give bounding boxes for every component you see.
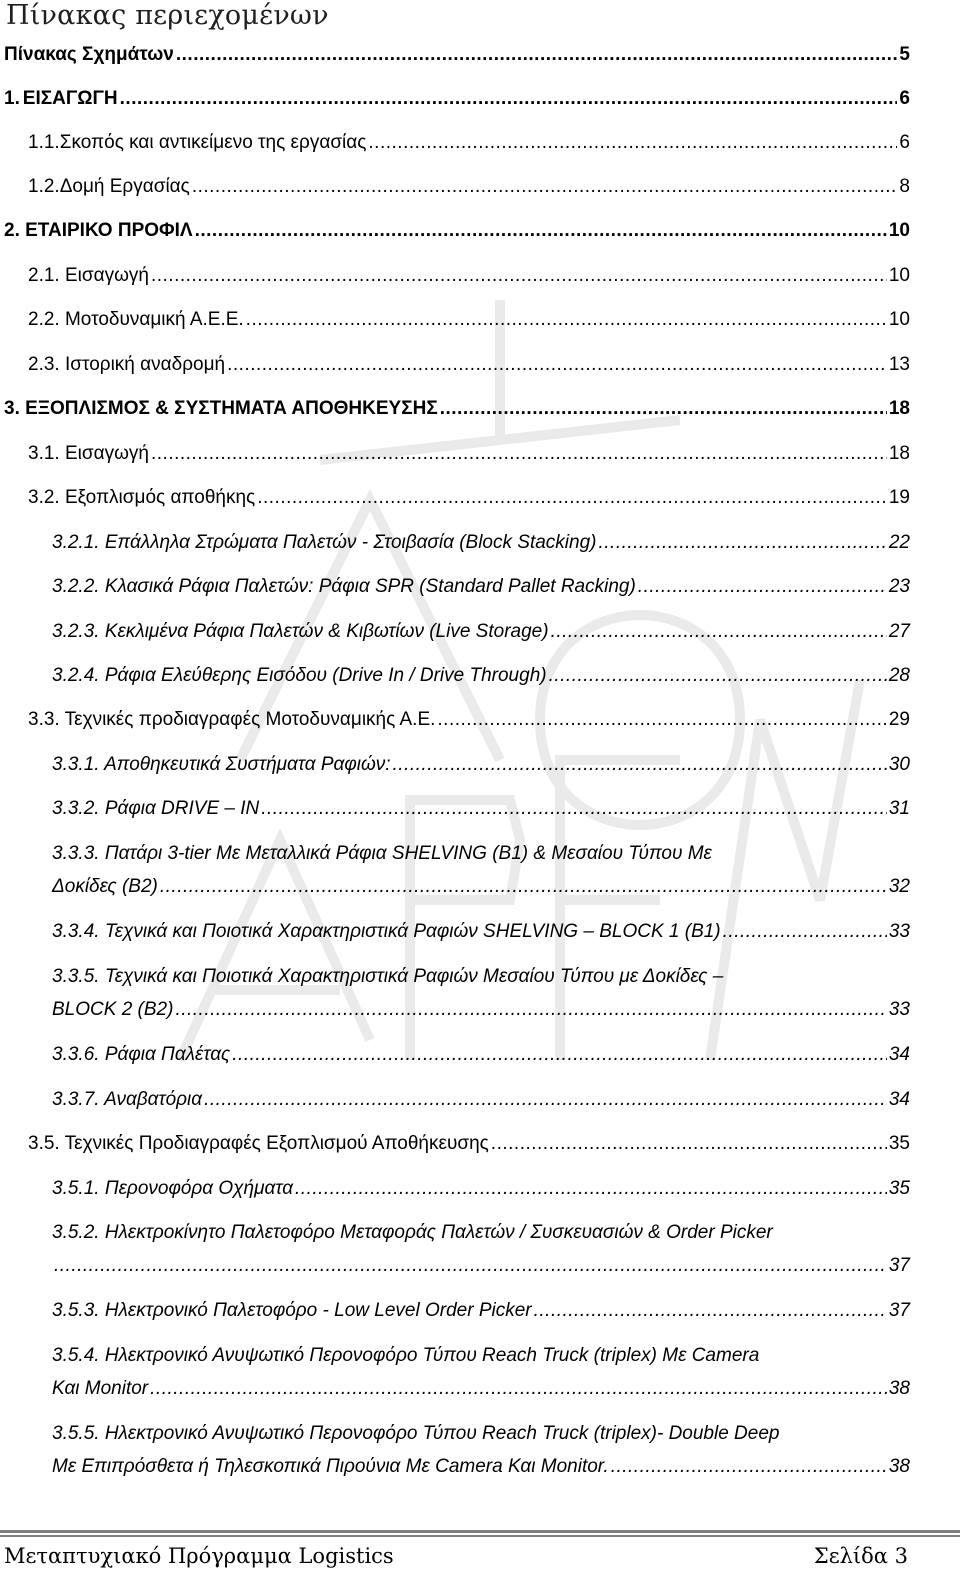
toc-entry-title: 3.1. Εισαγωγή: [28, 443, 149, 464]
toc-entry-page: 38: [888, 1456, 910, 1477]
toc-entry-title: 3.3.7. Αναβατόρια: [52, 1089, 203, 1110]
toc-entry[interactable]: [52, 1417, 910, 1483]
toc-entry-title: BLOCK 2 (B2): [52, 999, 174, 1020]
toc-entry-page: 19: [888, 487, 910, 508]
toc-entry[interactable]: [28, 703, 910, 736]
toc-dot-leader: [368, 126, 897, 159]
toc-dot-leader: [491, 1127, 887, 1160]
toc-entry-page: 13: [888, 354, 910, 375]
toc-entry-title: 2.2. Μοτοδυναμική Α.Ε.Ε.: [28, 309, 244, 330]
footer-divider-thin: [0, 1535, 960, 1537]
toc-entry-page: 27: [888, 621, 910, 642]
toc-entry[interactable]: [52, 748, 910, 781]
toc-entry[interactable]: [52, 1294, 910, 1327]
toc-entry-page: 6: [899, 132, 910, 153]
toc-dot-leader: [151, 259, 887, 292]
toc-entry[interactable]: [4, 38, 910, 71]
toc-entry-title: Δοκίδες (B2): [52, 876, 158, 897]
toc-entry-number: 1.2.: [28, 176, 60, 197]
footer-program-title: Μεταπτυχιακό Πρόγραμμα Logistics: [4, 1544, 394, 1568]
toc-entry-page: 30: [888, 754, 910, 775]
toc-entry-title-line1: 3.5.4. Ηλεκτρονικό Ανυψωτικό Περονοφόρο Τύπου Reach Truck (triplex) Με Camera: [52, 1345, 760, 1366]
toc-entry-page: 31: [888, 798, 910, 819]
toc-dot-leader: [295, 1172, 887, 1205]
toc-dot-leader: [160, 870, 887, 903]
toc-entry-title: Πίνακας Σχημάτων: [4, 44, 174, 65]
toc-entry[interactable]: [4, 82, 910, 115]
toc-entry-title-line1: 3.5.5. Ηλεκτρονικό Ανυψωτικό Περονοφόρο Τύπου Reach Truck (triplex)- Double Deep: [52, 1423, 780, 1444]
toc-entry-title: 3.3.4. Τεχνικά και Ποιοτικά Χαρακτηριστικά Ραφιών SHELVING – BLOCK 1 (B1): [52, 921, 721, 942]
toc-dot-leader: [723, 915, 887, 948]
toc-dot-leader: [261, 792, 887, 825]
toc-entry-page: 28: [888, 665, 910, 686]
toc-entry[interactable]: [28, 481, 910, 514]
toc-dot-leader: [150, 1372, 887, 1405]
toc-entry-page: 10: [888, 220, 910, 241]
toc-entry[interactable]: [52, 915, 910, 948]
toc-entry-page: 18: [888, 443, 910, 464]
toc-title: Πίνακας περιεχομένων: [6, 0, 329, 31]
toc-entry-page: 10: [888, 309, 910, 330]
toc-entry-page: 18: [888, 398, 910, 419]
toc-entry-title: 3.2.3. Κεκλιμένα Ράφια Παλετών & Κιβωτίων (Live Storage): [52, 621, 549, 642]
toc-entry-page: 32: [888, 876, 910, 897]
toc-dot-leader: [257, 481, 887, 514]
toc-dot-leader: [246, 303, 887, 336]
toc-dot-leader: [232, 1038, 887, 1071]
toc-entry-page: 5: [899, 44, 910, 65]
toc-dot-leader: [437, 703, 886, 736]
toc-entry-title: 3.5. Τεχνικές Προδιαγραφές Εξοπλισμού Αποθήκευσης: [28, 1133, 489, 1154]
toc-entry[interactable]: [28, 348, 910, 381]
toc-dot-leader: [204, 1083, 887, 1116]
toc-entry[interactable]: [28, 126, 910, 159]
toc-entry-number: 1.: [4, 88, 20, 109]
toc-entry[interactable]: [52, 1083, 910, 1116]
toc-dot-leader: [611, 1450, 887, 1483]
toc-entry[interactable]: [52, 1038, 910, 1071]
toc-dot-leader: [638, 570, 887, 603]
toc-entry-page: 34: [888, 1089, 910, 1110]
toc-entry-page: 38: [888, 1378, 910, 1399]
toc-entry[interactable]: [28, 437, 910, 470]
toc-entry-title: 3.3.2. Ράφια DRIVE – IN: [52, 798, 260, 819]
toc-entry-title: 3.5.3. Ηλεκτρονικό Παλετοφόρο - Low Level Order Picker: [52, 1300, 532, 1321]
toc-entry[interactable]: [52, 960, 910, 1026]
toc-entry-title: 3.3. Τεχνικές προδιαγραφές Μοτοδυναμικής Α.Ε.: [28, 709, 436, 730]
toc-entry-title: Δομή Εργασίας: [59, 176, 190, 197]
toc-entry-number: 1.1.: [28, 132, 60, 153]
toc-entry-page: 34: [888, 1044, 910, 1065]
toc-entry-page: 29: [888, 709, 910, 730]
toc-dot-leader: [534, 1294, 887, 1327]
toc-entry-title: 2.1. Εισαγωγή: [28, 265, 149, 286]
toc-entry-title: 3.5.1. Περονοφόρα Οχήματα: [52, 1178, 294, 1199]
toc-entry[interactable]: [52, 1216, 910, 1282]
toc-entry-title: 3.2.2. Κλασικά Ράφια Παλετών: Ράφια SPR (Standard Pallet Racking): [52, 576, 636, 597]
toc-entry-title-line1: 3.3.5. Τεχνικά και Ποιοτικά Χαρακτηριστικά Ραφιών Μεσαίου Τύπου με Δοκίδες –: [52, 966, 724, 987]
toc-dot-leader: [598, 526, 886, 559]
toc-dot-leader: [195, 214, 887, 247]
toc-entry-page: 22: [888, 532, 910, 553]
toc-entry-page: 6: [899, 88, 910, 109]
toc-entry-page: 33: [888, 921, 910, 942]
toc-entry-title: Και Monitor: [52, 1378, 149, 1399]
toc-dot-leader: [151, 437, 887, 470]
toc-entry-title: 3.2.1. Επάλληλα Στρώματα Παλετών - Στοιβασία (Block Stacking): [52, 532, 597, 553]
toc-entry-title: 2. ΕΤΑΙΡΙΚΟ ΠΡΟΦΙΛ: [4, 220, 193, 241]
toc-entry-page: 35: [888, 1178, 910, 1199]
toc-dot-leader: [393, 748, 887, 781]
toc-entry-title: 3.3.1. Αποθηκευτικά Συστήματα Ραφιών:: [52, 754, 391, 775]
toc-dot-leader: [549, 659, 887, 692]
toc-entry-page: 37: [888, 1300, 910, 1321]
toc-entry-title: 2.3. Ιστορική αναδρομή: [28, 354, 226, 375]
toc-dot-leader: [54, 1249, 887, 1282]
toc-entry[interactable]: [28, 259, 910, 292]
toc-entry[interactable]: [4, 392, 910, 425]
toc-entry[interactable]: [28, 1127, 910, 1160]
toc-dot-leader: [192, 170, 898, 203]
toc-dot-leader: [120, 82, 898, 115]
toc-entry[interactable]: [52, 615, 910, 648]
footer-divider: [0, 1530, 960, 1533]
toc-entry[interactable]: [28, 170, 910, 203]
toc-entry-page: 37: [888, 1255, 910, 1276]
toc-entry-page: 23: [888, 576, 910, 597]
toc-dot-leader: [551, 615, 887, 648]
toc-entry-page: 8: [899, 176, 910, 197]
footer-page-number: Σελίδα 3: [813, 1544, 908, 1568]
toc-entry-title-line1: 3.5.2. Ηλεκτροκίνητο Παλετοφόρο Μεταφοράς Παλετών / Συσκευασιών & Order Picker: [52, 1222, 773, 1243]
toc-entry-title: ΕΙΣΑΓΩΓΗ: [22, 88, 118, 109]
toc-entry-title: 3.2.4. Ράφια Ελεύθερης Εισόδου (Drive In / Drive Through): [52, 665, 547, 686]
toc-entry[interactable]: [52, 659, 910, 692]
toc-entry-title: 3.2. Εξοπλισμός αποθήκης: [28, 487, 256, 508]
toc-dot-leader: [176, 38, 898, 71]
toc-entry-title-line1: 3.3.3. Πατάρι 3-tier Με Μεταλλικά Ράφια SHELVING (B1) & Μεσαίου Τύπου Με: [52, 843, 712, 864]
toc-entry-title: Με Επιπρόσθετα ή Τηλεσκοπικά Πιρούνια Με Camera Και Monitor.: [52, 1456, 609, 1477]
toc-entry[interactable]: [28, 303, 910, 336]
toc-entry-page: 35: [888, 1133, 910, 1154]
toc-entry-title: Σκοπός και αντικείμενο της εργασίας: [59, 132, 367, 153]
toc-dot-leader: [175, 993, 886, 1026]
toc-entry-page: 33: [888, 999, 910, 1020]
toc-dot-leader: [440, 392, 887, 425]
toc-dot-leader: [227, 348, 887, 381]
toc-entry[interactable]: [52, 570, 910, 603]
toc-entry[interactable]: [52, 837, 910, 903]
toc-entry[interactable]: [52, 792, 910, 825]
toc-entry[interactable]: [52, 1339, 910, 1405]
toc-entry[interactable]: [52, 526, 910, 559]
toc-entry-page: 10: [888, 265, 910, 286]
toc-entry-title: 3. ΕΞΟΠΛΙΣΜΟΣ & ΣΥΣΤΗΜΑΤΑ ΑΠΟΘΗΚΕΥΣΗΣ: [4, 398, 438, 419]
toc-entry-title: 3.3.6. Ράφια Παλέτας: [52, 1044, 231, 1065]
toc-entry[interactable]: [4, 214, 910, 247]
toc-entry[interactable]: [52, 1172, 910, 1205]
